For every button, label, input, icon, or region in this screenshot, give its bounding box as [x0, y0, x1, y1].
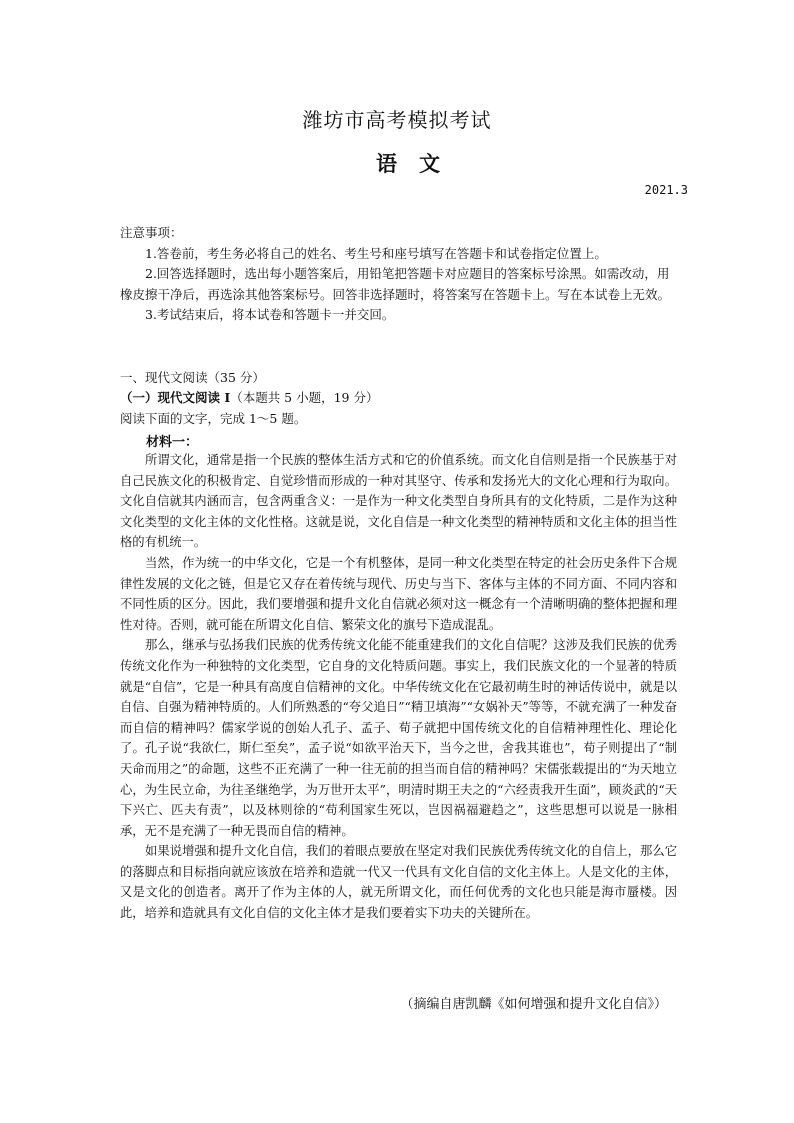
sub-section-title: （一）现代文阅读 Ⅰ: [120, 390, 231, 405]
notice-item-3: 3.考试结束后，将本试卷和答题卡一并交回。: [145, 307, 395, 322]
subject-title: 语文: [376, 151, 462, 176]
paragraph: 当然，作为统一的中华文化，它是一个有机整体，是同一种文化类型在特定的社会历史条件下合规律性发展的文化之链，但是它又存在着传统与现代、历史与当下、客体与主体的不同方面、不同内容和不同性质的区分。因此，我们要增强和提升文化自信就必须对这一概念有一个清晰明确的整体把握和理性对待。否则，就可能在所谓文化自信、繁荣文化的旗号下造成混乱。: [120, 555, 677, 632]
notice-item-2: 2.回答选择题时，选出每小题答案后，用铅笔把答题卡对应题目的答案标号涂黑。如需改动，用橡皮擦干净后，再选涂其他答案标号。回答非选择题时，将答案写在答题卡上。写在本试卷上无效。: [120, 266, 671, 302]
paragraph: 那么，继承与弘扬我们民族的优秀传统文化能不能重建我们的文化自信呢？这涉及我们民族的优秀传统文化作为一种独特的文化类型，它自身的文化特质问题。事实上，我们民族文化的一个显著的特质就是“自信”，它是一种具有高度自信精神的文化。中华传统文化在它最初萌生时的神话传说中，就是以自信、自强为精神特质的。人们所熟悉的“夸父追日”“精卫填海”“女娲补天”等等，不就充满了一种发奋而自信的精神吗？儒家学说的创始人孔子、孟子、荀子就把中国传统文化的自信精神理性化、理论化了。孔子说“我欲仁，斯仁至矣”，孟子说“如欲平治天下，当今之世，舍我其谁也”，荀子则提出了“制天命而用之”的命题，这些不正充满了一种一往无前的担当而自信的精神吗？宋儒张载提出的“为天地立心，为生民立命，为往圣继绝学，为万世开太平”，明清时期王夫之的“六经责我开生面”，顾炎武的“天下兴亡、匹夫有责”，以及林则徐的“苟利国家生死以，岂因祸福避趋之”，这些思想可以说是一脉相承，无不是充满了一种无畏而自信的精神。: [120, 638, 677, 838]
material-text: [120, 450, 677, 924]
notice-block: [120, 223, 680, 326]
reading-instruction: 阅读下面的文字，完成 1～5 题。: [120, 411, 307, 426]
paragraph: 如果说增强和提升文化自信，我们的着眼点要放在坚定对我们民族优秀传统文化的自信上，那么它的落脚点和目标指向就应该放在培养和造就一代又一代具有文化自信的文化主体上。人是文化的主体，又是文化的创造者。离开了作为主体的人，就无所谓文化，而任何优秀的文化也只能是海市蜃楼。因此，培养和造就具有文化自信的文化主体才是我们要着实下功夫的关键所在。: [120, 844, 677, 921]
exam-title: 潍坊市高考模拟考试: [302, 108, 492, 132]
source-citation: （摘编自唐凯麟《如何增强和提升文化自信》）: [400, 997, 667, 1012]
material-label: 材料一：: [146, 435, 199, 450]
sub-section-heading: [120, 388, 378, 406]
notice-heading: 注意事项：: [120, 225, 183, 240]
exam-date: 2021.3: [644, 183, 688, 197]
notice-item-1: 1.答卷前，考生务必将自己的姓名、考生号和座号填写在答题卡和试卷指定位置上。: [145, 245, 607, 261]
sub-section-info: （本题共 5 小题，19 分）: [230, 390, 379, 405]
part-title: 一、现代文阅读（35 分）: [120, 370, 265, 385]
paragraph: 所谓文化，通常是指一个民族的整体生活方式和它的价值系统。而文化自信则是指一个民族基于对自己民族文化的积极肯定、自觉珍惜而形成的一种对其坚守、传承和发扬光大的文化心理和行为取向。文化自信就其内涵而言，包含两重含义：一是作为一种文化类型自身所具有的文化特质，二是作为这种文化类型的文化主体的文化性格。这就是说，文化自信是一种文化类型的精神特质和文化主体的担当性格的有机统一。: [120, 453, 677, 550]
